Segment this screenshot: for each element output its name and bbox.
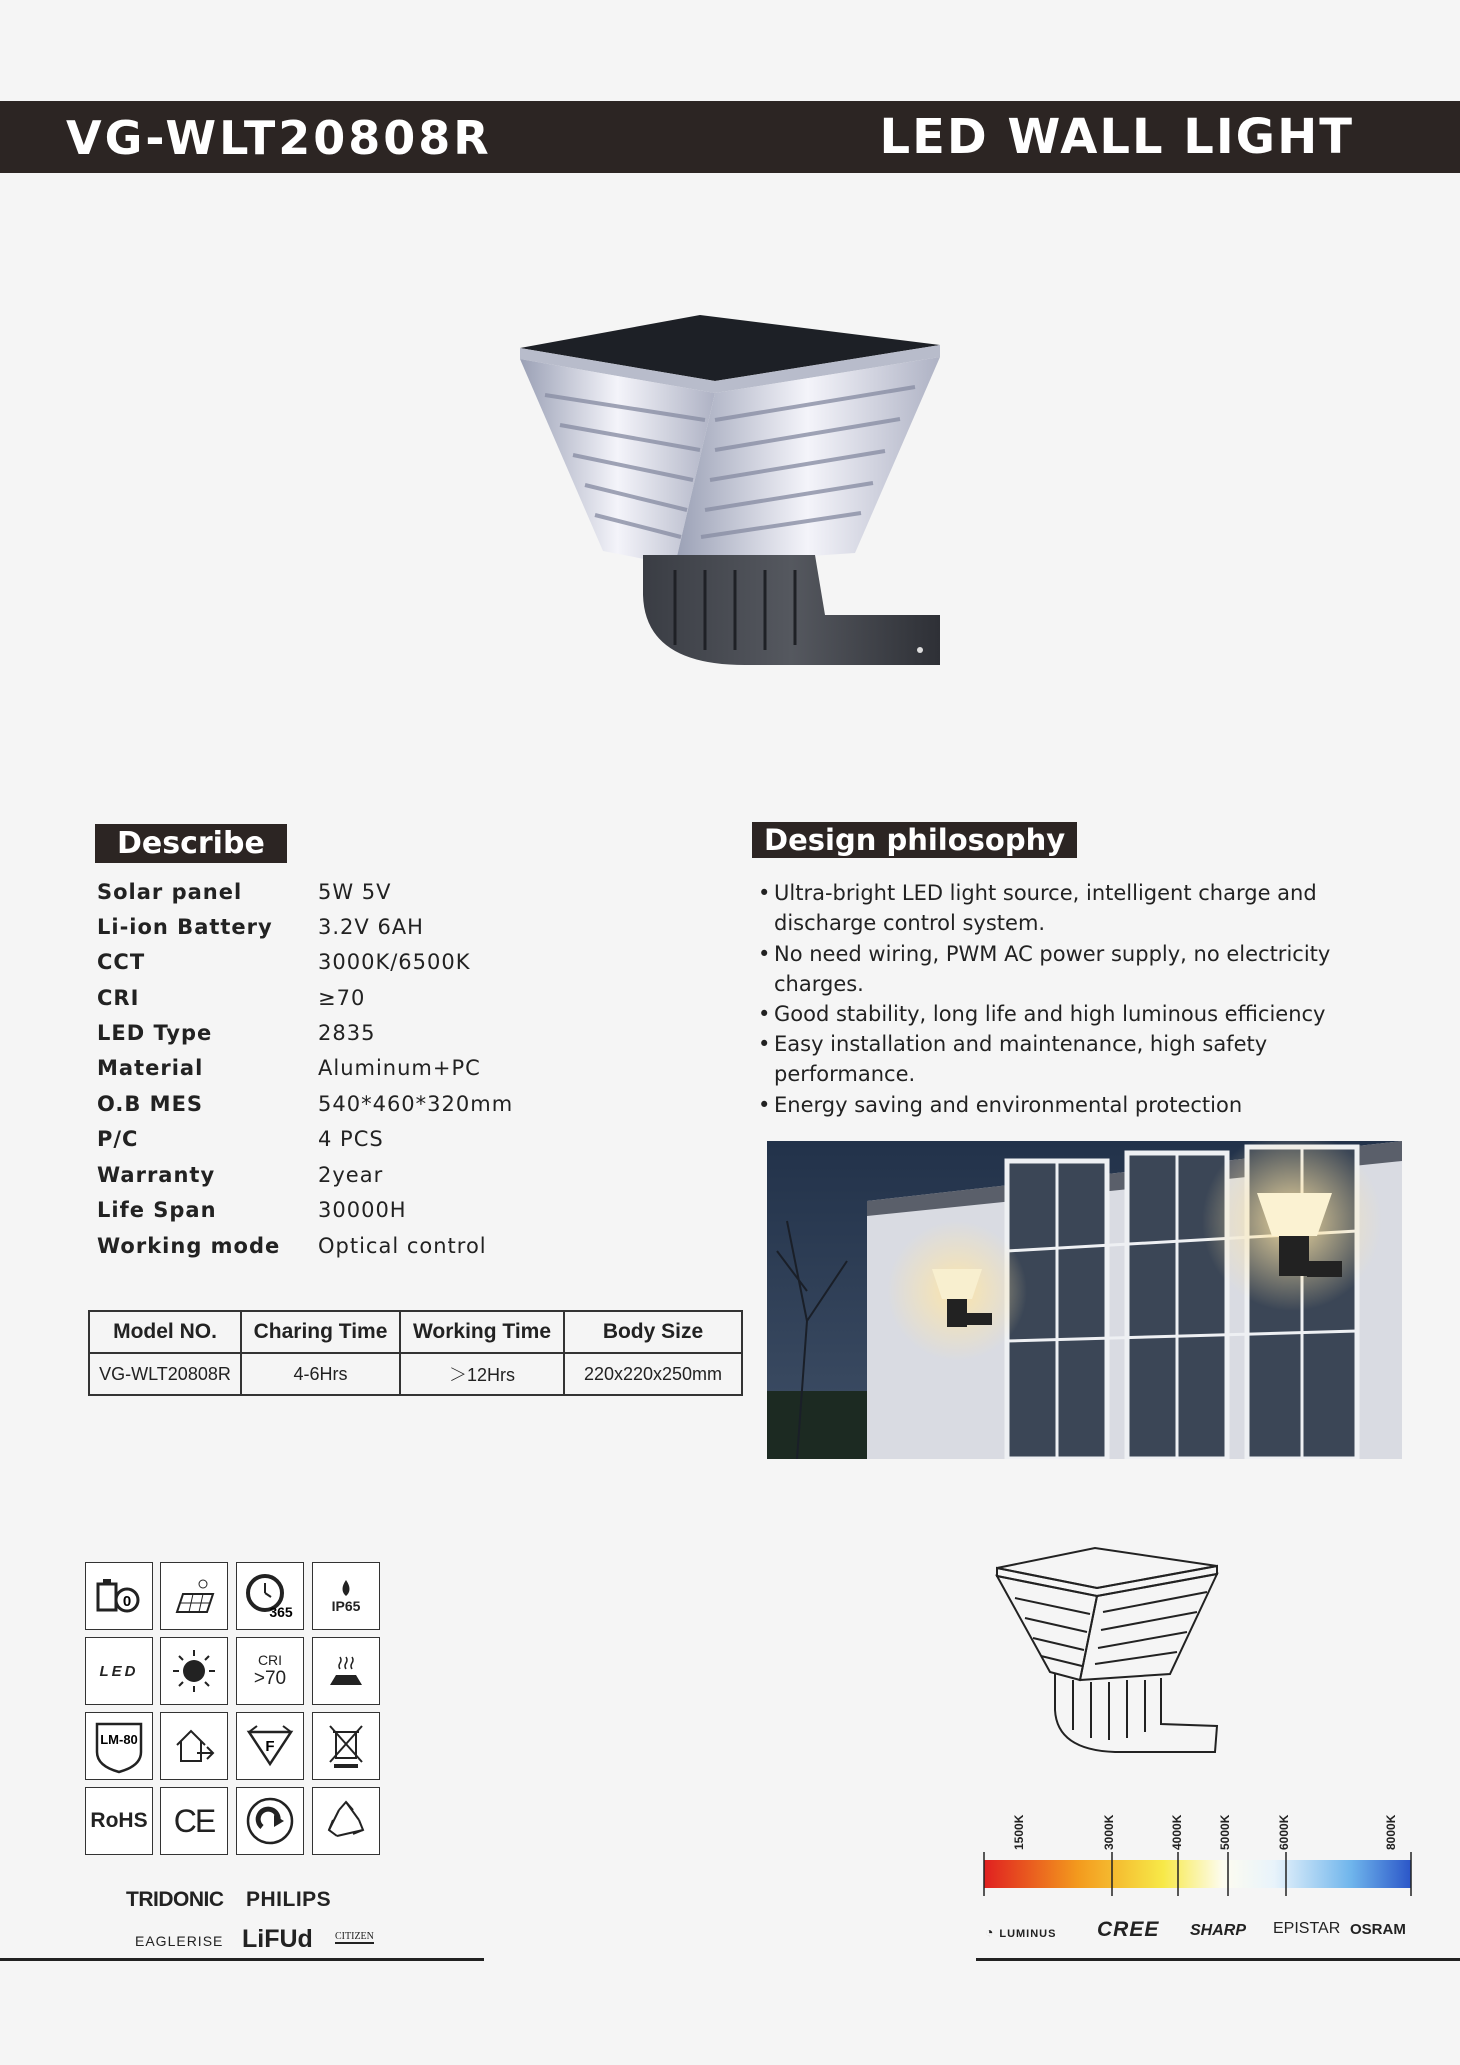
product-type: LED WALL LIGHT: [879, 109, 1354, 165]
spec-value: 2year: [318, 1163, 384, 1187]
model-number: VG-WLT20808R: [66, 111, 492, 165]
cri-value: >70: [253, 1668, 287, 1689]
ce-icon: CE: [160, 1787, 228, 1855]
spec-row: [97, 1092, 697, 1126]
spec-label: O.B MES: [97, 1092, 204, 1116]
brand-cree: CREE: [1097, 1918, 1160, 1941]
spec-label: CCT: [97, 950, 146, 974]
table-header-row: [89, 1311, 742, 1353]
table-row: [89, 1353, 742, 1395]
spec-label: Solar panel: [97, 880, 243, 904]
spec-label: Warranty: [97, 1163, 216, 1187]
spec-row: [97, 1021, 697, 1055]
spec-row: [97, 1198, 697, 1232]
sun-sensor-icon: [160, 1637, 228, 1705]
led-icon: LED: [85, 1637, 153, 1705]
no-trash-icon: [312, 1712, 380, 1780]
divider-right: [976, 1958, 1460, 1961]
cri-label: CRI: [257, 1652, 283, 1668]
spec-value: 3000K/6500K: [318, 950, 471, 974]
spec-row: [97, 950, 697, 984]
spec-value: Optical control: [318, 1234, 487, 1258]
house-arrow-icon: [160, 1712, 228, 1780]
spec-value: 4 PCS: [318, 1127, 384, 1151]
cct-label: 5000K: [1218, 1814, 1232, 1850]
column-header: Body Size: [564, 1311, 742, 1353]
heat-sink-icon: [312, 1637, 380, 1705]
diamond-f-icon: [236, 1712, 304, 1780]
table-cell: 4-6Hrs: [241, 1353, 400, 1395]
ip-rating: IP65: [331, 1598, 361, 1614]
spec-table: [88, 1310, 743, 1396]
design-bullet: • Good stability, long life and high luminous efficiency: [758, 999, 1384, 1029]
svg-text:F: F: [265, 1738, 275, 1755]
cri-icon: [236, 1637, 304, 1705]
column-header: Model NO.: [89, 1311, 241, 1353]
lm80-shield-icon: [85, 1712, 153, 1780]
column-header: Charing Time: [241, 1311, 400, 1353]
spec-label: P/C: [97, 1127, 139, 1151]
table-cell: VG-WLT20808R: [89, 1353, 241, 1395]
ip65-drop-icon: [312, 1562, 380, 1630]
solar-panel-icon: [160, 1562, 228, 1630]
brand-epistar: EPISTAR: [1273, 1920, 1341, 1937]
cct-label: 1500K: [1012, 1814, 1026, 1850]
spec-row: [97, 1163, 697, 1197]
design-heading: Design philosophy: [752, 822, 1077, 858]
design-bullet: • No need wiring, PWM AC power supply, no electricity charges.: [758, 939, 1384, 999]
spec-row: [97, 986, 697, 1020]
spec-row: [97, 1056, 697, 1090]
spec-row: [97, 880, 697, 914]
design-bullet: • Ultra-bright LED light source, intelligent charge and discharge control system.: [758, 878, 1384, 938]
spec-row: [97, 915, 697, 949]
table-cell: 220x220x250mm: [564, 1353, 742, 1395]
cct-color-bar: [980, 1852, 1415, 1900]
spec-value: Aluminum+PC: [318, 1056, 481, 1080]
divider-left: [0, 1958, 484, 1961]
brand-osram: OSRAM: [1350, 1921, 1406, 1938]
spec-label: LED Type: [97, 1021, 213, 1045]
spec-value: 2835: [318, 1021, 376, 1045]
spec-value: 5W 5V: [318, 880, 392, 904]
svg-text:365: 365: [269, 1604, 293, 1620]
product-line-drawing: [985, 1540, 1225, 1760]
cct-label: 4000K: [1170, 1814, 1184, 1850]
brand-philips: PHILIPS: [246, 1888, 332, 1911]
design-bullet: • Easy installation and maintenance, high safety performance.: [758, 1029, 1384, 1089]
battery-zero-icon: [85, 1562, 153, 1630]
product-photo: [515, 315, 945, 715]
spec-label: Working mode: [97, 1234, 281, 1258]
table-cell: ＞12Hrs: [400, 1353, 564, 1395]
spec-label: Life Span: [97, 1198, 217, 1222]
design-bullet: • Energy saving and environmental protection: [758, 1090, 1384, 1120]
brand-citizen: CITIZEN: [335, 1931, 374, 1942]
rohs-icon: RoHS: [85, 1787, 153, 1855]
brand-sharp: SHARP: [1190, 1922, 1247, 1939]
spec-row: [97, 1234, 697, 1268]
brand-lifud: LiFUd: [242, 1925, 313, 1953]
spec-value: 540*460*320mm: [318, 1092, 514, 1116]
installation-photo: [767, 1141, 1402, 1459]
cct-label: 3000K: [1102, 1814, 1116, 1850]
column-header: Working Time: [400, 1311, 564, 1353]
clock-365-icon: [236, 1562, 304, 1630]
brand-luminus: ◔ LUMINUS: [985, 1924, 1057, 1940]
svg-text:LM-80: LM-80: [100, 1732, 138, 1747]
brand-tridonic: TRIDONIC: [126, 1888, 224, 1911]
spec-label: Li-ion Battery: [97, 915, 273, 939]
brand-eaglerise: EAGLERISE: [135, 1933, 224, 1949]
spec-row: [97, 1127, 697, 1161]
title-bar: [0, 101, 1460, 173]
spec-value: 30000H: [318, 1198, 407, 1222]
describe-heading: Describe: [95, 824, 287, 863]
recycle-icon: [312, 1787, 380, 1855]
spec-label: Material: [97, 1056, 204, 1080]
spec-value: ≥70: [318, 986, 366, 1010]
cct-label: 6000K: [1277, 1814, 1291, 1850]
svg-text:0: 0: [122, 1593, 132, 1610]
spec-value: 3.2V 6AH: [318, 915, 424, 939]
cct-label: 8000K: [1384, 1814, 1398, 1850]
recycle-arrow-icon: [236, 1787, 304, 1855]
spec-label: CRI: [97, 986, 140, 1010]
